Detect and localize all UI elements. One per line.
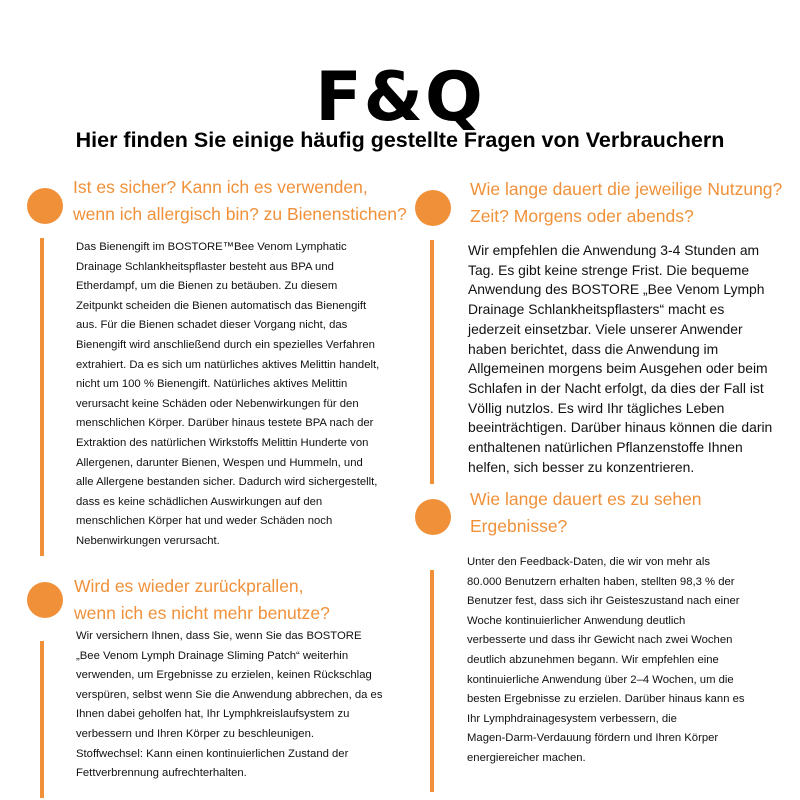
faq-answer: Wir empfehlen die Anwendung 3-4 Stunden am Tag. Es gibt keine strenge Frist. Die bequeme Anwendung des BOSTORE „Bee Venom Lymph Drainage Schlankheitspflasters“ macht es jederzeit einsetzbar. Viele unserer Anwender haben berichtet, dass die Anwendung im Allgemeinen morgens beim Ausgehen oder beim Schlafen in der Nacht erfolgt, da dies der Fall ist Völlig nutzlos. Es wird Ihr tägliches Leben beeinträchtigen. Darüber hinaus können die darin enthaltenen natürlichen Pflanzenstoffe Ihnen helfen, sich besser zu konzentrieren.	[468, 242, 773, 475]
faq-question: Ist es sicher? Kann ich es verwenden, wenn ich allergisch bin? zu Bienenstichen?	[73, 177, 407, 224]
faq-question: Wird es wieder zurückprallen, wenn ich es nicht mehr benutze?	[74, 576, 330, 623]
orange-divider-line	[430, 570, 434, 792]
faq-question: Wie lange dauert die jeweilige Nutzung? Zeit? Morgens oder abends?	[470, 179, 783, 226]
orange-dot-icon	[27, 582, 63, 618]
orange-divider-line	[430, 240, 434, 484]
faq-question: Wie lange dauert es zu sehen Ergebnisse?	[470, 489, 702, 536]
orange-divider-line	[40, 641, 44, 798]
faq-answer: Das Bienengift im BOSTORE™Bee Venom Lymphatic Drainage Schlankheitspflaster besteht aus BPA und Etherdampf, um die Bienen zu betäuben. Zu diesem Zeitpunkt scheiden die Bienen automatisch das Bienengift aus. Für die Bienen schadet dieser Vorgang nicht, das Bienengift wird anschließend durch ein spezielles Verfahren extrahiert. Da es sich um natürliches aktives Melittin handelt, nicht um 100 % Bienengift. Natürliches aktives Melittin verursacht keine Schäden oder Nebenwirkungen für den menschlichen Körper. Darüber hinaus testete BPA nach der Extraktion des natürlichen Wirkstoffs Melittin Hunderte von Allergenen, darunter Bienen, Wespen und Hummeln, und alle Allergene bestanden sicher. Dadurch wird sichergestellt, dass es keine schädlichen Auswirkungen auf den menschlichen Körper hat und weder Schäden noch Nebenwirkungen verursacht.	[76, 241, 380, 547]
faq-answer: Wir versichern Ihnen, dass Sie, wenn Sie das BOSTORE „Bee Venom Lymph Drainage Sliming Patch“ weiterhin verwenden, um Ergebnisse zu erzielen, keinen Rückschlag verspüren, selbst wenn Sie die Anwendung abbrechen, da es Ihnen dabei geholfen hat, Ihr Lymphkreislaufsystem zu verbessern und Ihren Körper zu beschleunigen. Stoffwechsel: Kann einen kontinuierlichen Zustand der Fettverbrennung aufrechterhalten.	[76, 630, 383, 780]
orange-dot-icon	[415, 190, 451, 226]
orange-dot-icon	[27, 188, 63, 224]
page-title: F&Q	[315, 57, 485, 137]
orange-divider-line	[40, 238, 44, 556]
page-subtitle: Hier finden Sie einige häufig gestellte Fragen von Verbrauchern	[75, 127, 725, 152]
orange-dot-icon	[415, 499, 451, 535]
faq-answer: Unter den Feedback-Daten, die wir von mehr als 80.000 Benutzern erhalten haben, stellten 98,3 % der Benutzer fest, dass sich ihr Geisteszustand nach einer Woche kontinuierlicher Anwendung deutlich verbesserte und dass ihr Gewicht nach zwei Wochen deutlich abzunehmen begann. Wir empfehlen eine kontinuierliche Anwendung über 2–4 Wochen, um die besten Ergebnisse zu erzielen. Darüber hinaus kann es Ihr Lymphdrainagesystem verbessern, die Magen-Darm-Verdauung fördern und Ihren Körper energiereicher machen.	[467, 556, 745, 764]
